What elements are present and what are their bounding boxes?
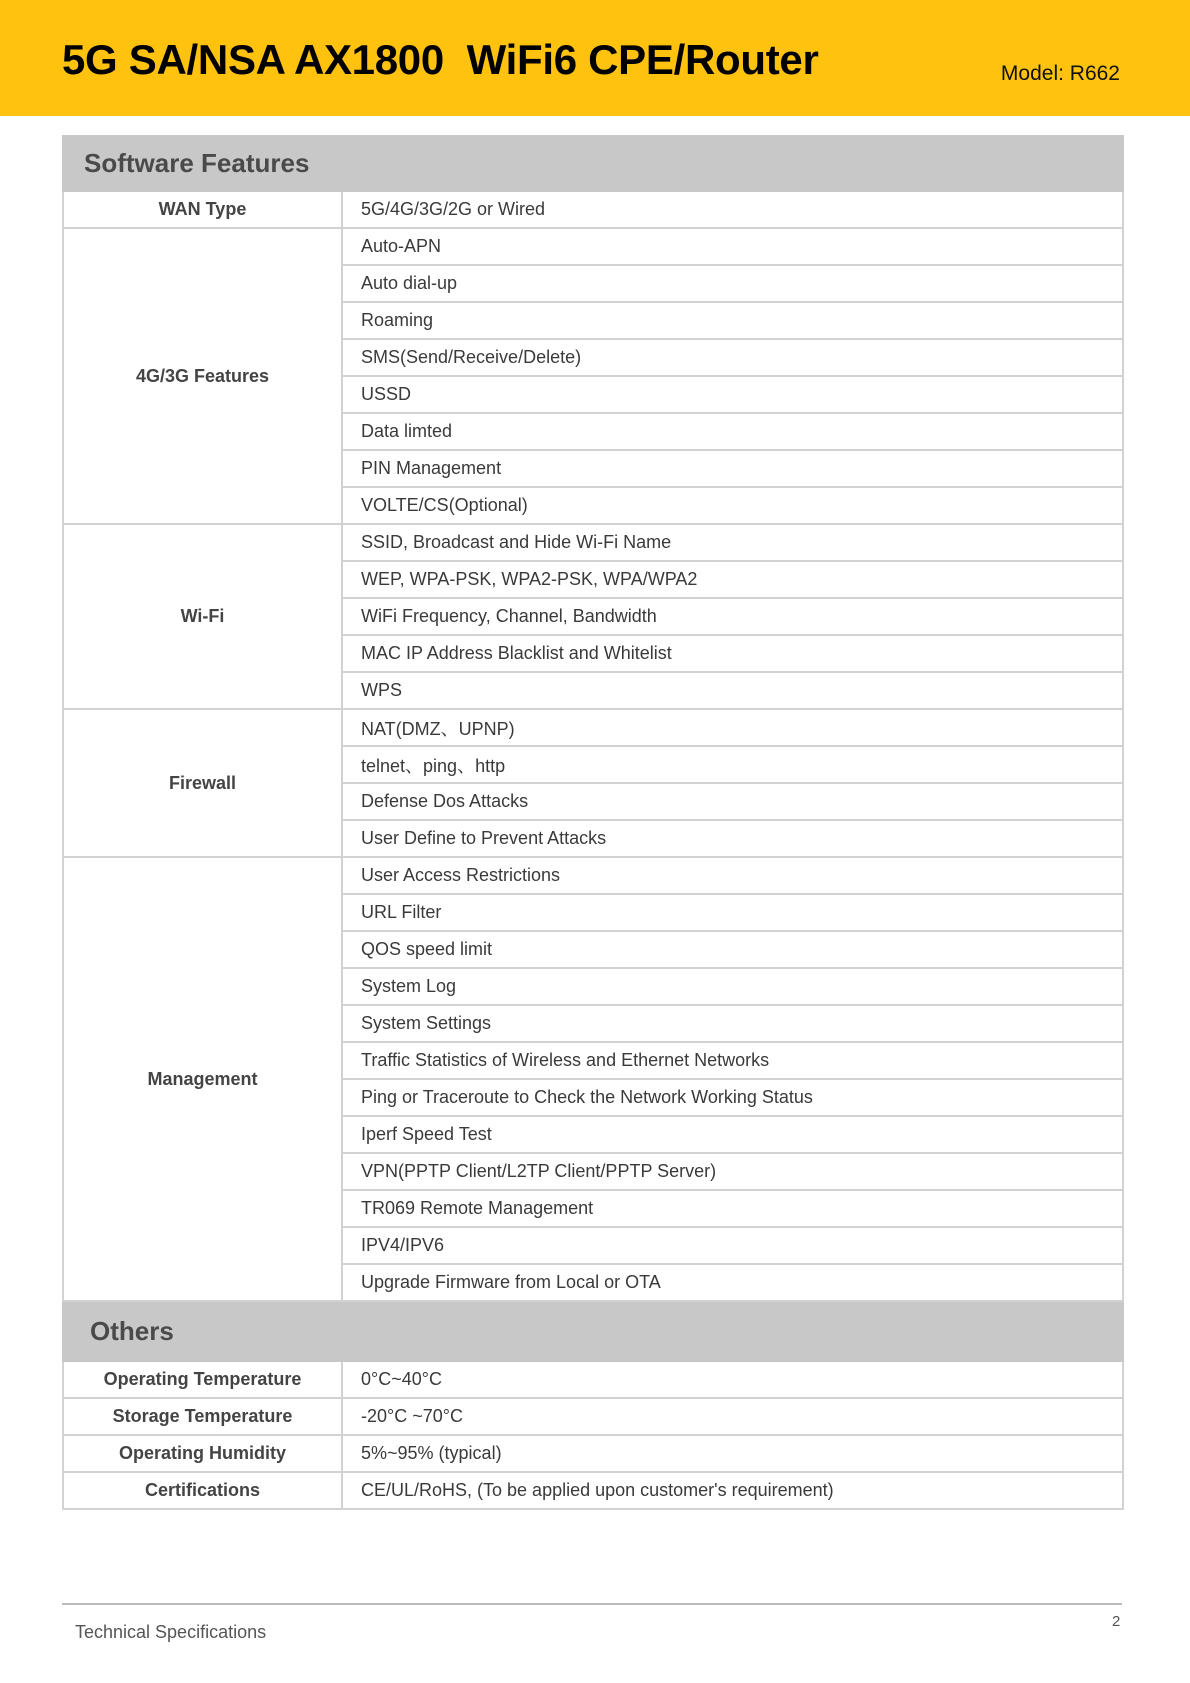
feature-item: WEP, WPA-PSK, WPA2-PSK, WPA/WPA2	[342, 561, 1123, 598]
table-row	[63, 1361, 1123, 1398]
feature-item: TR069 Remote Management	[342, 1190, 1123, 1227]
feature-item: User Define to Prevent Attacks	[342, 820, 1123, 857]
feature-item: Traffic Statistics of Wireless and Ethernet Networks	[342, 1042, 1123, 1079]
feature-item: Upgrade Firmware from Local or OTA	[342, 1264, 1123, 1301]
row-value: CE/UL/RoHS, (To be applied upon customer's requirement)	[342, 1472, 1123, 1509]
group-label: 4G/3G Features	[63, 228, 342, 524]
table-row	[63, 857, 1123, 894]
feature-item: USSD	[342, 376, 1123, 413]
feature-item: System Settings	[342, 1005, 1123, 1042]
row-value: 5G/4G/3G/2G or Wired	[342, 191, 1123, 228]
page-header	[0, 0, 1190, 116]
row-value: 0°C~40°C	[342, 1361, 1123, 1398]
feature-item: Iperf Speed Test	[342, 1116, 1123, 1153]
feature-item: User Access Restrictions	[342, 857, 1123, 894]
feature-item: SSID, Broadcast and Hide Wi-Fi Name	[342, 524, 1123, 561]
row-label: WAN Type	[63, 191, 342, 228]
feature-item: WiFi Frequency, Channel, Bandwidth	[342, 598, 1123, 635]
feature-item: PIN Management	[342, 450, 1123, 487]
feature-item: System Log	[342, 968, 1123, 1005]
model-number: Model: R662	[1000, 62, 1120, 85]
feature-item: VPN(PPTP Client/L2TP Client/PPTP Server)	[342, 1153, 1123, 1190]
section-header-software-features	[63, 136, 1123, 191]
feature-item: WPS	[342, 672, 1123, 709]
feature-item: VOLTE/CS(Optional)	[342, 487, 1123, 524]
feature-item: URL Filter	[342, 894, 1123, 931]
feature-item: SMS(Send/Receive/Delete)	[342, 339, 1123, 376]
row-value: 5%~95% (typical)	[342, 1435, 1123, 1472]
table-row	[63, 191, 1123, 228]
section-title: Others	[63, 1301, 1123, 1361]
feature-item: Ping or Traceroute to Check the Network Working Status	[342, 1079, 1123, 1116]
feature-item: Data limted	[342, 413, 1123, 450]
document-title: 5G SA/NSA AX1800 WiFi6 CPE/Router	[62, 36, 819, 83]
row-value: -20°C ~70°C	[342, 1398, 1123, 1435]
table-row	[63, 709, 1123, 746]
table-row	[63, 228, 1123, 265]
table-row	[63, 1472, 1123, 1509]
group-label: Wi-Fi	[63, 524, 342, 709]
page-number: 2	[1112, 1613, 1121, 1630]
row-label: Operating Humidity	[63, 1435, 342, 1472]
table-row	[63, 1435, 1123, 1472]
group-label: Firewall	[63, 709, 342, 857]
feature-item: Auto dial-up	[342, 265, 1123, 302]
row-label: Certifications	[63, 1472, 342, 1509]
feature-item: IPV4/IPV6	[342, 1227, 1123, 1264]
feature-item: QOS speed limit	[342, 931, 1123, 968]
feature-item: Roaming	[342, 302, 1123, 339]
feature-item: Auto-APN	[342, 228, 1123, 265]
section-title: Software Features	[63, 136, 1123, 191]
section-header-others	[63, 1301, 1123, 1361]
feature-item: NAT(DMZ、UPNP)	[342, 709, 1123, 746]
group-label: Management	[63, 857, 342, 1301]
feature-item: MAC IP Address Blacklist and Whitelist	[342, 635, 1123, 672]
footer-divider	[62, 1603, 1122, 1605]
row-label: Storage Temperature	[63, 1398, 342, 1435]
row-label: Operating Temperature	[63, 1361, 342, 1398]
feature-item: Defense Dos Attacks	[342, 783, 1123, 820]
table-row	[63, 1398, 1123, 1435]
table-row	[63, 524, 1123, 561]
feature-item: telnet、ping、http	[342, 746, 1123, 783]
footer-text: Technical Specifications	[75, 1622, 267, 1642]
spec-table	[62, 135, 1124, 1510]
